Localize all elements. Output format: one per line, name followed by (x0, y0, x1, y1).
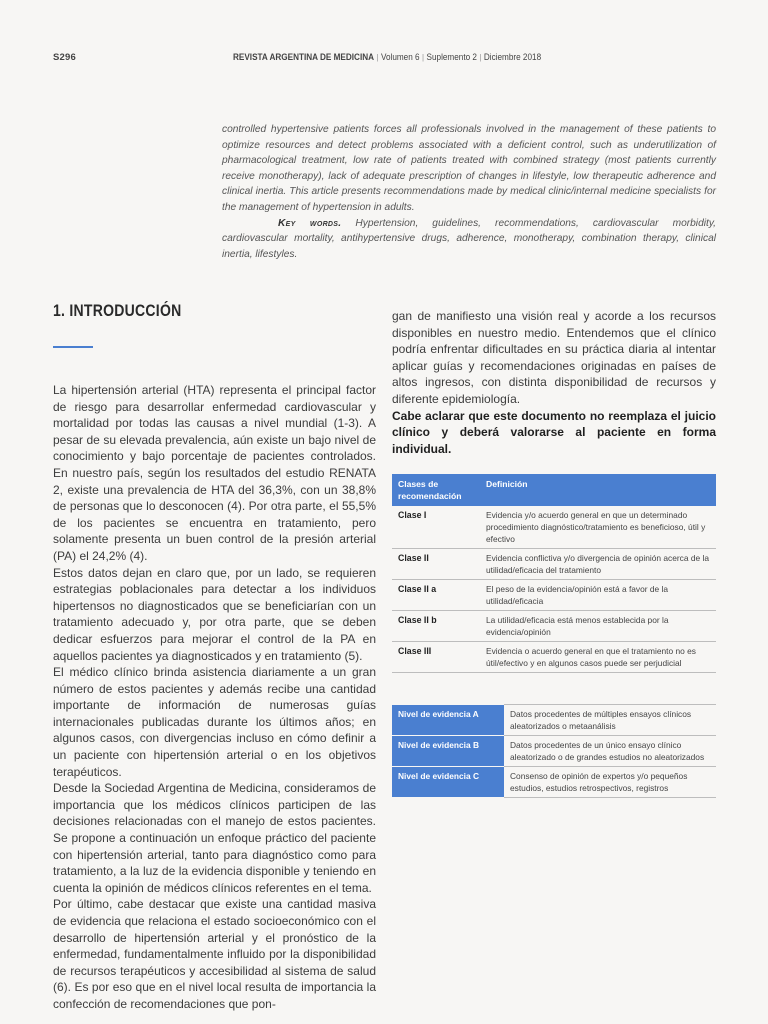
table-row (392, 611, 716, 642)
keywords-text: Hypertension, guidelines, recommendations, cardiovascular morbidity, cardiovascular mortality, antihypertensive drugs, adherence, monotherapy, combination therapy, clinical inertia, lifestyles. (222, 217, 716, 260)
paragraph: Por último, cabe destacar que existe una cantidad masiva de evidencia que relaciona el estado socioeconómico con el desarrollo de hipertensión arterial y el pronóstico de la enfermedad, fundamentalmente influido por la disponibilidad de recursos terapéuticos y accesibilidad al sistema de salud (6). Es por eso que en el nivel local resulta de importancia la confección de recomendaciones que pon- (53, 897, 376, 1011)
abstract-text: controlled hypertensive patients forces all professionals involved in the management of these patients to optimize resources and detect problems associated with a deficient control, such as underutilization of pharmacological treatment, low rate of patients treated with combined strategy (most patients currently receive monotherapy), lack of adequate prescription of changes in lifestyle, low therapeutic adherence and clinical inertia. This article presents recommendations made by medical clinic/internal medicine specialists for the management of hypertension in adults. (222, 124, 716, 213)
page-number: S296 (53, 52, 76, 63)
class-definition: La utilidad/eficacia está menos establecida por la evidencia/opinión (480, 611, 716, 642)
paragraph: El médico clínico brinda asistencia diariamente a un gran número de estos pacientes y además recibe una cantidad importante de información de numerosas guías internacionales publicadas durante los últimos años; en algunos casos, con divergencias incluso en cómo definir a un paciente con hipertensión arterial o en los objetivos terapéuticos. (53, 665, 376, 779)
supplement: Suplemento 2 (426, 52, 477, 63)
evidence-level-label: Nivel de evidencia B (392, 736, 504, 767)
table-row (392, 767, 716, 798)
disclaimer-note: Cabe aclarar que este documento no reemplaza el juicio clínico y deberá valorarse al paciente en forma individual. (392, 408, 716, 456)
class-definition: Evidencia o acuerdo general en que el tratamiento no es útil/efectivo y en algunos casos puede ser perjudicial (480, 642, 716, 673)
paragraph: La hipertensión arterial (HTA) representa el principal factor de riesgo para desarrollar enfermedad cardiovascular y mortalidad por todas las causas a nivel mundial (1-3). A pesar de su elevada prevalencia, aún existe un bajo nivel de conocimiento y bajo porcentaje de pacientes controlados. En nuestro país, según los resultados del estudio RENATA 2, existe una prevalencia de HTA del 36,3%, con un 38,8% de personas que lo desconocen (4). Por otra parte, el 55,5% de los pacientes se encuentra en tratamiento, pero solamente presenta un buen control de la presión arterial (PA) el 24,2% (4). (53, 383, 376, 563)
keywords-label: Key words. (278, 217, 342, 229)
paragraph: Estos datos dejan en claro que, por un lado, se requieren estrategias poblacionales para detectar a los individuos hipertensos no diagnosticados que se beneficiarían con un tratamiento adecuado y, por otra parte, que se deben dedicar esfuerzos para mejorar el control de la PA en aquellos pacientes ya diagnosticados y en tratamiento (5). (53, 565, 376, 663)
journal-citation: REVISTA ARGENTINA DE MEDICINA | Volumen 6 | Suplemento 2 | Diciembre 2018 (233, 52, 542, 63)
column-header-definition: Definición (480, 474, 716, 506)
evidence-level-label: Nivel de evidencia C (392, 767, 504, 798)
right-column (392, 308, 716, 457)
journal-name: REVISTA ARGENTINA DE MEDICINA (233, 52, 375, 63)
table-row (392, 549, 716, 580)
issue-date: Diciembre 2018 (483, 52, 542, 63)
class-label: Clase II a (392, 580, 480, 611)
recommendation-classes-table (392, 474, 716, 673)
table-header-row (392, 474, 716, 506)
table-row (392, 736, 716, 767)
section-title-rule (53, 346, 93, 348)
evidence-level-label: Nivel de evidencia A (392, 705, 504, 736)
evidence-level-description: Datos procedentes de un único ensayo clínico aleatorizado o de grandes estudios no aleatorizados (504, 736, 716, 767)
abstract (222, 122, 716, 262)
column-header-class: Clases de recomendación (392, 474, 480, 506)
paragraph: Desde la Sociedad Argentina de Medicina, consideramos de importancia que los médicos clínicos participen de las decisiones relacionadas con el manejo de estos pacientes. Se propone a continuación un enfoque práctico del paciente con hipertensión arterial, tanto para diagnóstico como para tratamiento, a la luz de la evidencia disponible y teniendo en cuenta la opinión de médicos clínicos referentes en el tema. (53, 781, 376, 895)
evidence-levels-table (392, 704, 716, 798)
table-row (392, 506, 716, 549)
section-title: 1. INTRODUCCIÓN (53, 302, 182, 320)
class-definition: Evidencia conflictiva y/o divergencia de opinión acerca de la utilidad/eficacia del tratamiento (480, 549, 716, 580)
keywords (222, 216, 716, 263)
table-row (392, 580, 716, 611)
class-label: Clase I (392, 506, 480, 549)
class-definition: Evidencia y/o acuerdo general en que un determinado procedimiento diagnóstico/tratamiento es beneficioso, útil y efectivo (480, 506, 716, 549)
paragraph-continuation: gan de manifiesto una visión real y acorde a los recursos disponibles en nuestro medio. Entendemos que el clínico podría enfrentar dificultades en su práctica diaria al intentar aplicar guías y recomendaciones originadas en países de altos ingresos, con distinta disponibilidad de recursos y diferente epidemiología. (392, 309, 716, 406)
volume: Volumen 6 (380, 52, 420, 63)
table-row (392, 642, 716, 673)
class-label: Clase II b (392, 611, 480, 642)
class-definition: El peso de la evidencia/opinión está a favor de la utilidad/eficacia (480, 580, 716, 611)
left-column (53, 382, 376, 1013)
class-label: Clase III (392, 642, 480, 673)
table-row (392, 705, 716, 736)
class-label: Clase II (392, 549, 480, 580)
evidence-level-description: Datos procedentes de múltiples ensayos clínicos aleatorizados o metaanálisis (504, 705, 716, 736)
evidence-level-description: Consenso de opinión de expertos y/o pequeños estudios, estudios retrospectivos, registros (504, 767, 716, 798)
